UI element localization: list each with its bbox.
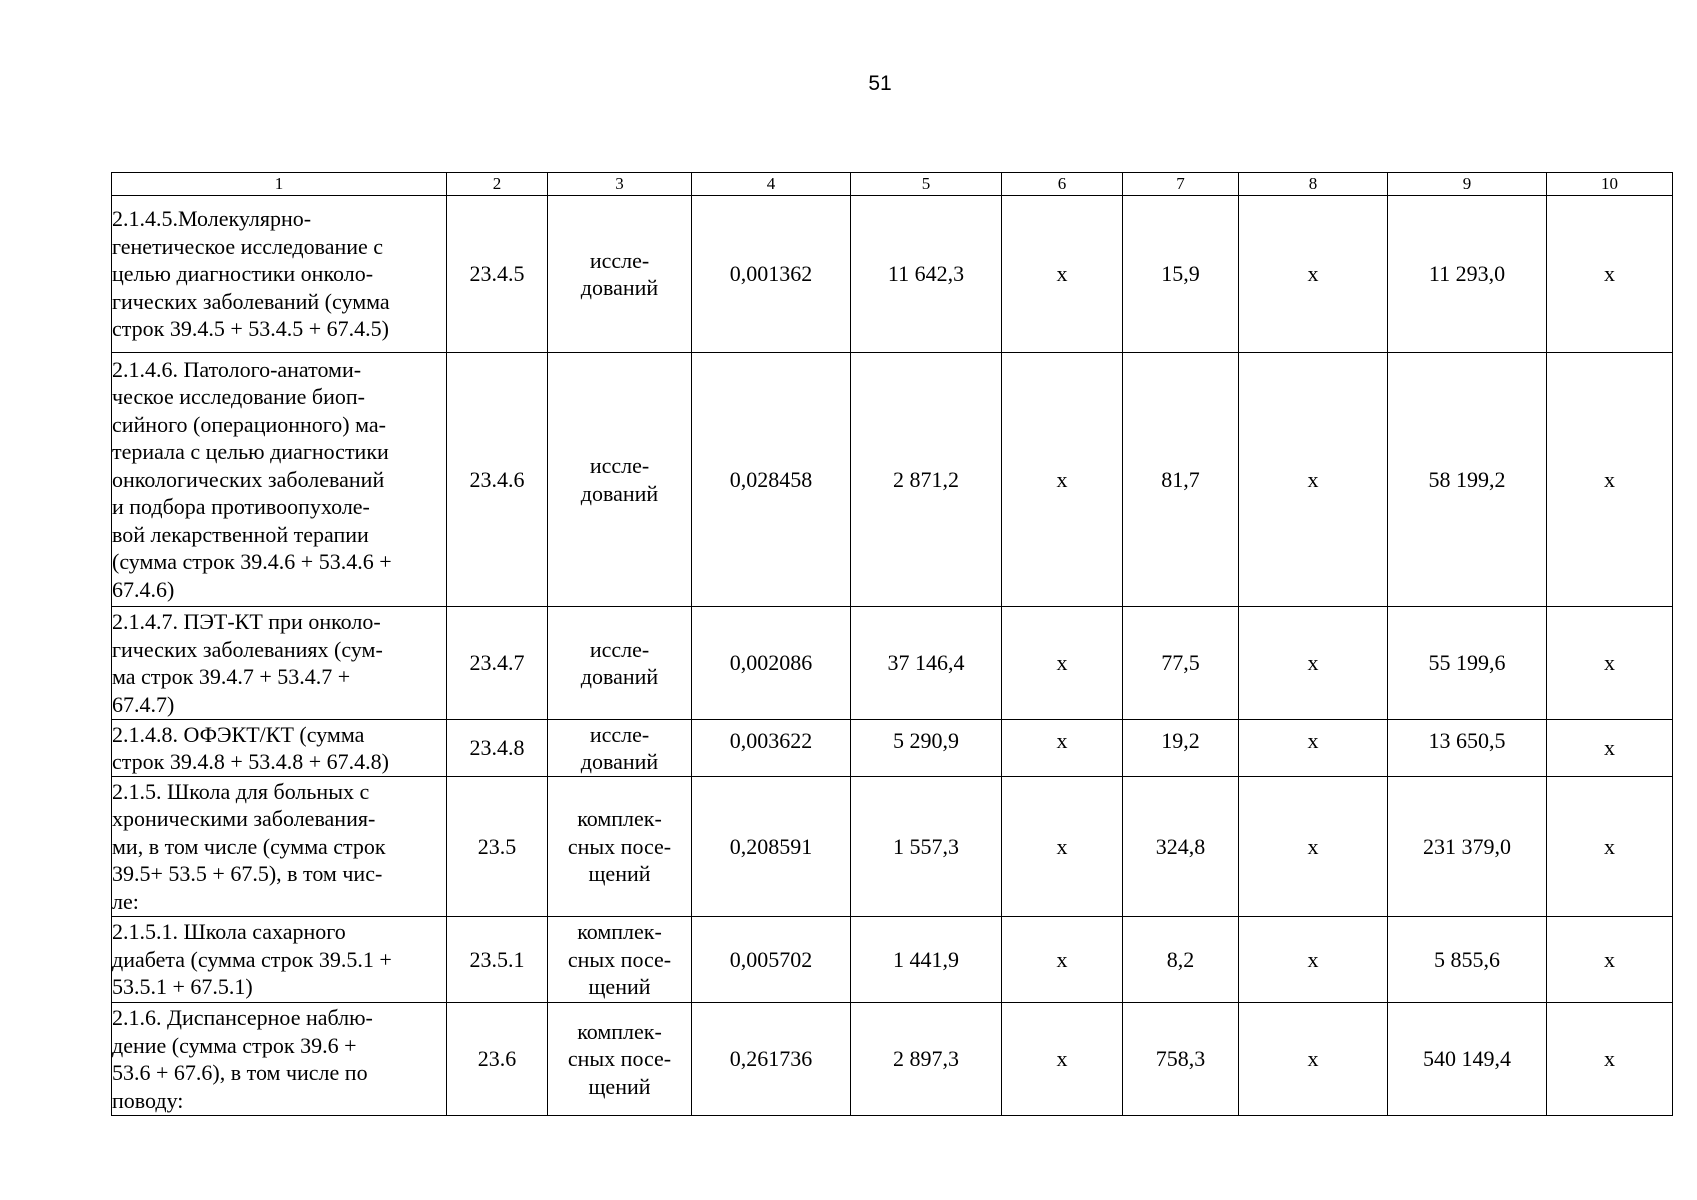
row-col-6: х: [1002, 720, 1123, 777]
table-row: [112, 917, 1673, 1003]
row-col-8: х: [1239, 917, 1388, 1003]
row-col-6: х: [1002, 1003, 1123, 1116]
row-col-10: х: [1547, 1003, 1673, 1116]
row-col-5: 5 290,9: [851, 720, 1002, 777]
column-header-8: 8: [1239, 173, 1388, 196]
row-col-5: 11 642,3: [851, 196, 1002, 353]
table-row: [112, 196, 1673, 353]
row-name: 2.1.4.7. ПЭТ-КТ при онколо- гических заболеваниях (сум- ма строк 39.4.7 + 53.4.7 + 67.4.7): [112, 607, 447, 720]
row-col-5: 1 557,3: [851, 777, 1002, 917]
row-col-4: 0,005702: [692, 917, 851, 1003]
row-code: 23.4.6: [447, 353, 548, 607]
row-col-10: х: [1547, 720, 1673, 777]
row-col-4: 0,002086: [692, 607, 851, 720]
row-name: 2.1.4.8. ОФЭКТ/КТ (сумма строк 39.4.8 + 53.4.8 + 67.4.8): [112, 720, 447, 777]
row-col-7: 8,2: [1123, 917, 1239, 1003]
row-col-7: 324,8: [1123, 777, 1239, 917]
row-col-7: 77,5: [1123, 607, 1239, 720]
row-col-9: 55 199,6: [1388, 607, 1547, 720]
row-col-5: 1 441,9: [851, 917, 1002, 1003]
row-col-9: 5 855,6: [1388, 917, 1547, 1003]
row-col-4: 0,261736: [692, 1003, 851, 1116]
column-header-9: 9: [1388, 173, 1547, 196]
row-unit: иссле- дований: [548, 196, 692, 353]
column-header-10: 10: [1547, 173, 1673, 196]
row-col-8: х: [1239, 720, 1388, 777]
row-col-10: х: [1547, 353, 1673, 607]
row-code: 23.4.8: [447, 720, 548, 777]
row-col-8: х: [1239, 777, 1388, 917]
row-col-7: 81,7: [1123, 353, 1239, 607]
row-col-6: х: [1002, 196, 1123, 353]
row-name: 2.1.4.6. Патолого-анатоми- ческое исследование биоп- сийного (операционного) ма- териала с целью диагностики онкологических заболеваний и подбора противоопухоле- вой лекарственной терапии (сумма строк 39.4.6 + 53.4.6 + 67.4.6): [112, 353, 447, 607]
column-header-1: 1: [112, 173, 447, 196]
row-col-9: 11 293,0: [1388, 196, 1547, 353]
column-header-4: 4: [692, 173, 851, 196]
row-code: 23.6: [447, 1003, 548, 1116]
row-code: 23.4.5: [447, 196, 548, 353]
column-header-6: 6: [1002, 173, 1123, 196]
row-col-6: х: [1002, 917, 1123, 1003]
row-col-8: х: [1239, 607, 1388, 720]
row-col-5: 2 897,3: [851, 1003, 1002, 1116]
row-col-9: 231 379,0: [1388, 777, 1547, 917]
row-unit: комплек- сных посе- щений: [548, 1003, 692, 1116]
row-col-10: х: [1547, 777, 1673, 917]
column-header-5: 5: [851, 173, 1002, 196]
row-col-4: 0,003622: [692, 720, 851, 777]
row-col-6: х: [1002, 607, 1123, 720]
row-col-5: 37 146,4: [851, 607, 1002, 720]
row-col-8: х: [1239, 196, 1388, 353]
table-row: [112, 777, 1673, 917]
row-col-9: 540 149,4: [1388, 1003, 1547, 1116]
row-unit: комплек- сных посе- щений: [548, 777, 692, 917]
row-unit: иссле- дований: [548, 720, 692, 777]
row-col-7: 758,3: [1123, 1003, 1239, 1116]
row-col-5: 2 871,2: [851, 353, 1002, 607]
row-col-10: х: [1547, 607, 1673, 720]
row-col-9: 58 199,2: [1388, 353, 1547, 607]
row-col-10: х: [1547, 196, 1673, 353]
row-col-4: 0,001362: [692, 196, 851, 353]
table-row: [112, 1003, 1673, 1116]
data-table: [111, 172, 1673, 1116]
row-col-9: 13 650,5: [1388, 720, 1547, 777]
row-col-7: 15,9: [1123, 196, 1239, 353]
row-name: 2.1.6. Диспансерное наблю- дение (сумма строк 39.6 + 53.6 + 67.6), в том числе по поводу:: [112, 1003, 447, 1116]
row-name: 2.1.5. Школа для больных с хроническими заболевания- ми, в том числе (сумма строк 39.5+ 53.5 + 67.5), в том чис- ле:: [112, 777, 447, 917]
column-header-7: 7: [1123, 173, 1239, 196]
row-name: 2.1.4.5.Молекулярно- генетическое исследование с целью диагностики онколо- гических заболеваний (сумма строк 39.4.5 + 53.4.5 + 67.4.5): [112, 196, 447, 353]
row-col-6: х: [1002, 353, 1123, 607]
row-code: 23.5.1: [447, 917, 548, 1003]
row-unit: комплек- сных посе- щений: [548, 917, 692, 1003]
column-header-2: 2: [447, 173, 548, 196]
page-number: 51: [868, 72, 892, 95]
row-col-4: 0,208591: [692, 777, 851, 917]
row-code: 23.5: [447, 777, 548, 917]
table-row: [112, 353, 1673, 607]
table-row: [112, 720, 1673, 777]
row-col-8: х: [1239, 1003, 1388, 1116]
row-col-6: х: [1002, 777, 1123, 917]
column-header-3: 3: [548, 173, 692, 196]
row-unit: иссле- дований: [548, 607, 692, 720]
header-row: [112, 173, 1673, 196]
row-col-10: х: [1547, 917, 1673, 1003]
row-col-7: 19,2: [1123, 720, 1239, 777]
table-row: [112, 607, 1673, 720]
row-col-4: 0,028458: [692, 353, 851, 607]
row-col-8: х: [1239, 353, 1388, 607]
row-unit: иссле- дований: [548, 353, 692, 607]
row-name: 2.1.5.1. Школа сахарного диабета (сумма строк 39.5.1 + 53.5.1 + 67.5.1): [112, 917, 447, 1003]
row-code: 23.4.7: [447, 607, 548, 720]
